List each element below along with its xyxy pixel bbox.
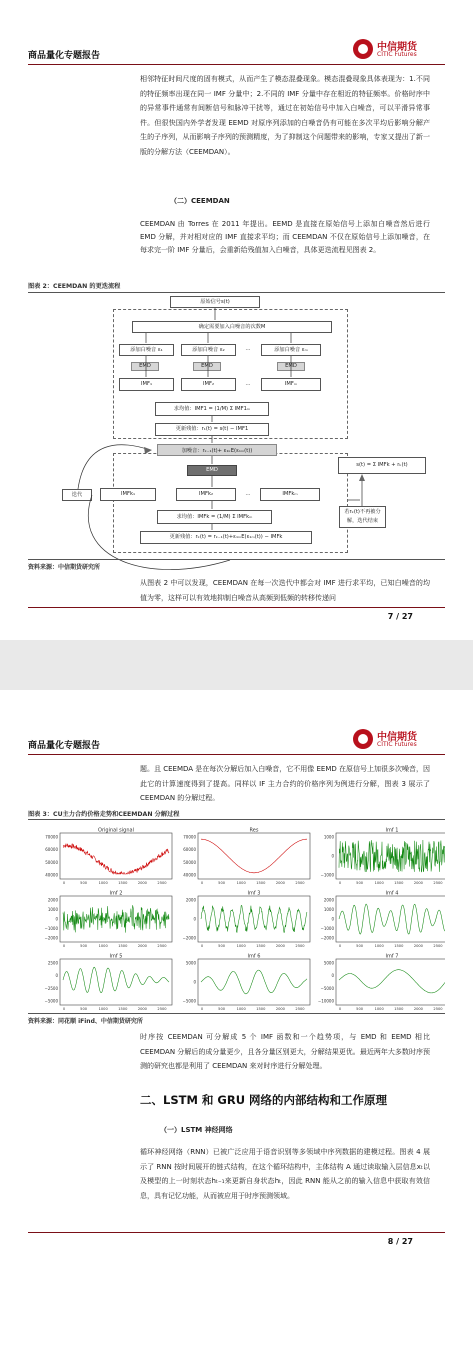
y-tick-label: −5000 [44, 998, 58, 1004]
x-tick-label: 1000 [236, 881, 246, 885]
y-tick-label: −10000 [317, 998, 334, 1004]
y-tick-label: −1000 [320, 926, 334, 931]
page-number: 7 / 27 [387, 612, 413, 621]
final-sum-box: s(t) = Σ IMFk + rₖ(t) [338, 457, 426, 474]
x-tick-label: 1000 [98, 1007, 108, 1011]
x-tick-label: 2500 [157, 1007, 167, 1011]
imfm-box: IMFₘ [261, 378, 321, 391]
iterate-box: 迭代 [62, 489, 92, 501]
y-tick-label: 0 [331, 973, 334, 979]
figure-source: 资料来源：同花顺 iFind、中信期货研究所 [28, 1018, 143, 1025]
panel-title: Imf 3 [247, 890, 261, 897]
x-tick-label: 2000 [137, 944, 147, 948]
x-tick-label: 2000 [275, 944, 285, 948]
y-tick-label: 1000 [47, 907, 58, 912]
x-tick-label: 1000 [98, 944, 108, 948]
x-tick-label: 2000 [275, 881, 285, 885]
page-7 [0, 0, 473, 640]
x-tick-label: 2000 [137, 881, 147, 885]
x-tick-label: 1500 [256, 1007, 266, 1011]
x-tick-label: 1000 [374, 944, 384, 948]
panel-title: Original signal [98, 827, 134, 834]
imfk1-box: IMFk₁ [100, 488, 156, 501]
y-tick-label: 0 [331, 853, 334, 859]
figure-caption: 图表 2：CEEMDAN 的更迭流程 [28, 283, 121, 290]
add-noise-residual-box: 加噪音：rₖ₋₁(t)+ ε₁ₖE(ε₁ₘ(t)) [157, 444, 277, 456]
footer-rule [28, 1232, 445, 1233]
citic-logo [353, 728, 445, 752]
x-tick-label: 500 [218, 1007, 226, 1011]
footer-rule [28, 607, 445, 608]
x-tick-label: 500 [80, 1007, 88, 1011]
y-tick-label: 1000 [323, 907, 334, 912]
x-tick-label: 0 [200, 881, 204, 885]
paragraph: 时序按 CEEMDAN 可分解成 5 个 IMF 函数和一个趋势项，与 EMD 和 EEMD 相比 CEEMDAN 分解后的成分量更少，且各分量区别更大，分解结果更优。最近两年大多数时序预测的研究也都是利用了 CEEMDAN 来对时序进行分解处理。 [140, 1033, 430, 1070]
x-tick-label: 0 [338, 944, 342, 948]
y-tick-label: 60000 [45, 847, 58, 853]
panel-frame [336, 959, 445, 1005]
x-tick-label: 2500 [157, 944, 167, 948]
panel-frame [60, 833, 172, 879]
y-tick-label: 5000 [323, 960, 334, 966]
average-k-box: 求均值：IMFk = (1/M) Σ IMFkₘ [157, 510, 272, 524]
y-tick-label: −2500 [44, 985, 58, 991]
panel-title: Imf 4 [385, 890, 399, 897]
x-tick-label: 500 [218, 944, 226, 948]
x-tick-label: 2000 [413, 881, 423, 885]
x-tick-label: 2500 [295, 944, 305, 948]
figure-top-rule [28, 819, 445, 820]
panel-frame [336, 896, 445, 942]
y-tick-label: 2500 [47, 960, 58, 966]
x-tick-label: 500 [218, 881, 226, 885]
emd-box: EMD [277, 362, 305, 371]
panel-title: Res [249, 827, 259, 834]
x-tick-label: 1500 [118, 881, 128, 885]
x-tick-label: 0 [200, 944, 204, 948]
x-tick-label: 2000 [275, 1007, 285, 1011]
y-tick-label: 1000 [323, 834, 334, 840]
logo-cn-text: 中信期货 [377, 732, 417, 743]
emd-box-dark: EMD [187, 465, 237, 476]
y-tick-label: −2000 [320, 935, 334, 941]
emd-box: EMD [131, 362, 159, 371]
update-residual-box: 更新残值：r₁(t) = s(t) − IMF1 [155, 423, 269, 436]
add-noise-m-box: 添加白噪音 εₘ [261, 344, 321, 356]
imf1-box: IMF₁ [119, 378, 174, 391]
x-tick-label: 1000 [98, 881, 108, 885]
panel-title: Imf 2 [109, 890, 123, 897]
logo-cn-text: 中信期货 [377, 42, 417, 53]
x-tick-label: 1000 [374, 1007, 384, 1011]
report-title: 商品量化专题报告 [28, 51, 101, 61]
x-tick-label: 2500 [433, 944, 443, 948]
page-8 [0, 690, 473, 1347]
original-signal-box: 原始信号s(t) [170, 296, 260, 308]
y-tick-label: −5000 [320, 985, 334, 991]
x-tick-label: 500 [80, 881, 88, 885]
x-tick-label: 500 [356, 944, 364, 948]
average-box: 求均值：IMF1 = (1/M) Σ IMF1ₘ [155, 402, 269, 416]
figure-source: 资料来源：中信期货研究所 [28, 564, 101, 571]
x-tick-label: 1000 [374, 881, 384, 885]
panel-title: Imf 5 [109, 953, 123, 960]
y-tick-label: −1000 [320, 872, 334, 878]
stop-condition-box: 若rₖ(t)不再被分解，迭代结束 [339, 506, 386, 528]
y-tick-label: 50000 [183, 859, 196, 865]
y-tick-label: 0 [193, 979, 196, 985]
panel-frame [198, 833, 310, 879]
emd-box: EMD [193, 362, 221, 371]
imfk2-box: IMFk₂ [176, 488, 236, 501]
x-tick-label: 0 [338, 881, 342, 885]
x-tick-label: 2500 [433, 1007, 443, 1011]
panel-title: Imf 7 [385, 953, 399, 960]
x-tick-label: 1500 [118, 944, 128, 948]
x-tick-label: 1500 [118, 1007, 128, 1011]
determine-m-box: 确定需要加入白噪音的次数M [132, 321, 332, 333]
x-tick-label: 2000 [137, 1007, 147, 1011]
y-tick-label: 0 [55, 973, 58, 979]
paragraph: 题。且 CEEMDA 是在每次分解后加入白噪音，它不用像 EEMD 在原信号上加很多次噪音，因此它的计算速度得到了提高。同样以 IF 主力合约的价格序列为例进行分解，图表 3 展示了 CEEMDAN 的分解过程。 [140, 765, 431, 802]
ellipsis: … [245, 491, 251, 497]
figure-bottom-rule [28, 1013, 445, 1014]
figure-caption: 图表 3：CU主力合约价格走势和CEEMDAN 分解过程 [28, 811, 180, 818]
y-tick-label: 2000 [323, 897, 334, 903]
y-tick-label: 40000 [45, 872, 58, 878]
x-tick-label: 500 [356, 1007, 364, 1011]
x-tick-label: 1500 [394, 1007, 404, 1011]
ceemdan-decomposition-chart [28, 821, 445, 1011]
x-tick-label: 0 [200, 1007, 204, 1011]
y-tick-label: 70000 [45, 834, 58, 840]
x-tick-label: 1500 [394, 881, 404, 885]
paragraph: 相邻特征时间尺度的固有模式，从而产生了模态混叠现象。模态混叠现象具体表现为：1.不同的特征频率出现在同一 IMF 分量中；2.不同的 IMF 分量中存在相近的特征频率。价格时序中的异常事件通常有间断信号和脉冲干扰等，通过在初始信号中加入白噪音，可以平滑异常事件。但很快国内外学者发现 EEMD 对原序列添加的白噪音仍有可能在多次平均后影响分解产生的子序列，从而影响子序列的预测精度，为了抑制这个问题带来的影响，专家又提出了新一版的分解方法（CEEMDAN）。 [140, 75, 430, 156]
ellipsis: … [245, 346, 251, 352]
flowchart-connectors [0, 0, 473, 640]
section-title: 二、LSTM 和 GRU 网络的内部结构和工作原理 [140, 1093, 388, 1107]
page-number: 8 / 27 [387, 1237, 413, 1246]
y-tick-label: 50000 [45, 859, 58, 865]
ellipsis: … [245, 381, 251, 387]
imfkm-box: IMFkₘ [260, 488, 320, 501]
page-header [28, 728, 445, 755]
add-noise-1-box: 添加白噪音 ε₁ [119, 344, 174, 356]
y-tick-label: −2000 [182, 935, 196, 941]
subsection-title: （一）LSTM 神经网络 [160, 1126, 233, 1134]
x-tick-label: 500 [356, 881, 364, 885]
panel-title: Imf 6 [247, 953, 261, 960]
y-tick-label: 0 [55, 916, 58, 922]
paragraph: CEEMDAN 由 Torres 在 2011 年提出。EEMD 是直接在原始信号上添加白噪音然后进行 EMD 分解，并对相对应的 IMF 直接求平均；而 CEEMDAN 不仅在原始信号上添加噪音，在每求完一阶 IMF 分量后，会重新给残值加入白噪音，具体更迭流程见图表 2。 [140, 220, 430, 254]
y-tick-label: 5000 [185, 960, 196, 966]
y-tick-label: 60000 [183, 847, 196, 853]
x-tick-label: 2000 [413, 1007, 423, 1011]
x-tick-label: 1500 [256, 881, 266, 885]
y-tick-label: 70000 [183, 834, 196, 840]
panel-title: Imf 1 [385, 827, 399, 834]
logo-en-text: CITIC Futures [377, 51, 417, 58]
update-residual-k-box: 更新残值：rₖ(t) = rₖ₋₁(t)+ε₁ₘE(ε₁ₘ(t)) − IMFk [140, 531, 312, 544]
logo-en-text: CITIC Futures [377, 741, 417, 748]
x-tick-label: 1500 [394, 944, 404, 948]
x-tick-label: 1000 [236, 1007, 246, 1011]
x-tick-label: 2000 [413, 944, 423, 948]
y-tick-label: 0 [193, 916, 196, 922]
y-tick-label: 2000 [185, 897, 196, 903]
logo-mark-icon [353, 729, 373, 749]
x-tick-label: 2500 [295, 881, 305, 885]
y-tick-label: 40000 [183, 872, 196, 878]
x-tick-label: 0 [62, 1007, 66, 1011]
report-title: 商品量化专题报告 [28, 741, 101, 751]
y-tick-label: 0 [331, 916, 334, 922]
x-tick-label: 2500 [295, 1007, 305, 1011]
imf2-box: IMF₂ [181, 378, 236, 391]
panel-frame [198, 896, 310, 942]
x-tick-label: 2500 [433, 881, 443, 885]
figure-bottom-rule [28, 559, 445, 560]
panel-frame [198, 959, 310, 1005]
x-tick-label: 1500 [256, 944, 266, 948]
y-tick-label: −1000 [44, 926, 58, 931]
x-tick-label: 0 [338, 1007, 342, 1011]
y-tick-label: 2000 [47, 897, 58, 903]
add-noise-2-box: 添加白噪音 ε₂ [181, 344, 236, 356]
x-tick-label: 0 [62, 944, 66, 948]
x-tick-label: 500 [80, 944, 88, 948]
paragraph: 从图表 2 中可以发现，CEEMDAN 在每一次迭代中都会对 IMF 进行求平均，已知白噪音的均值为零，这样可以有效地抑制白噪音从高频到低频的转移传递问 [140, 579, 430, 602]
paragraph: 循环神经网络（RNN）已被广泛应用于语音识别等多领域中序列数据的建模过程。图表 4 展示了 RNN 按时间展开的链式结构，在这个循环结构中，主体结构 A 通过读取输入层信息xₜ以及模型的上一时刻状态hₜ₋₁来更新自身状态hₜ，因此 RNN 能从之前的输入信息中获取有效信息，具有记忆功能，从而被应用于时序预测领域。 [140, 1148, 430, 1200]
x-tick-label: 1000 [236, 944, 246, 948]
y-tick-label: −2000 [44, 935, 58, 941]
y-tick-label: −5000 [182, 998, 196, 1004]
subsection-title: （二）CEEMDAN [170, 197, 230, 205]
x-tick-label: 0 [62, 881, 66, 885]
x-tick-label: 2500 [157, 881, 167, 885]
